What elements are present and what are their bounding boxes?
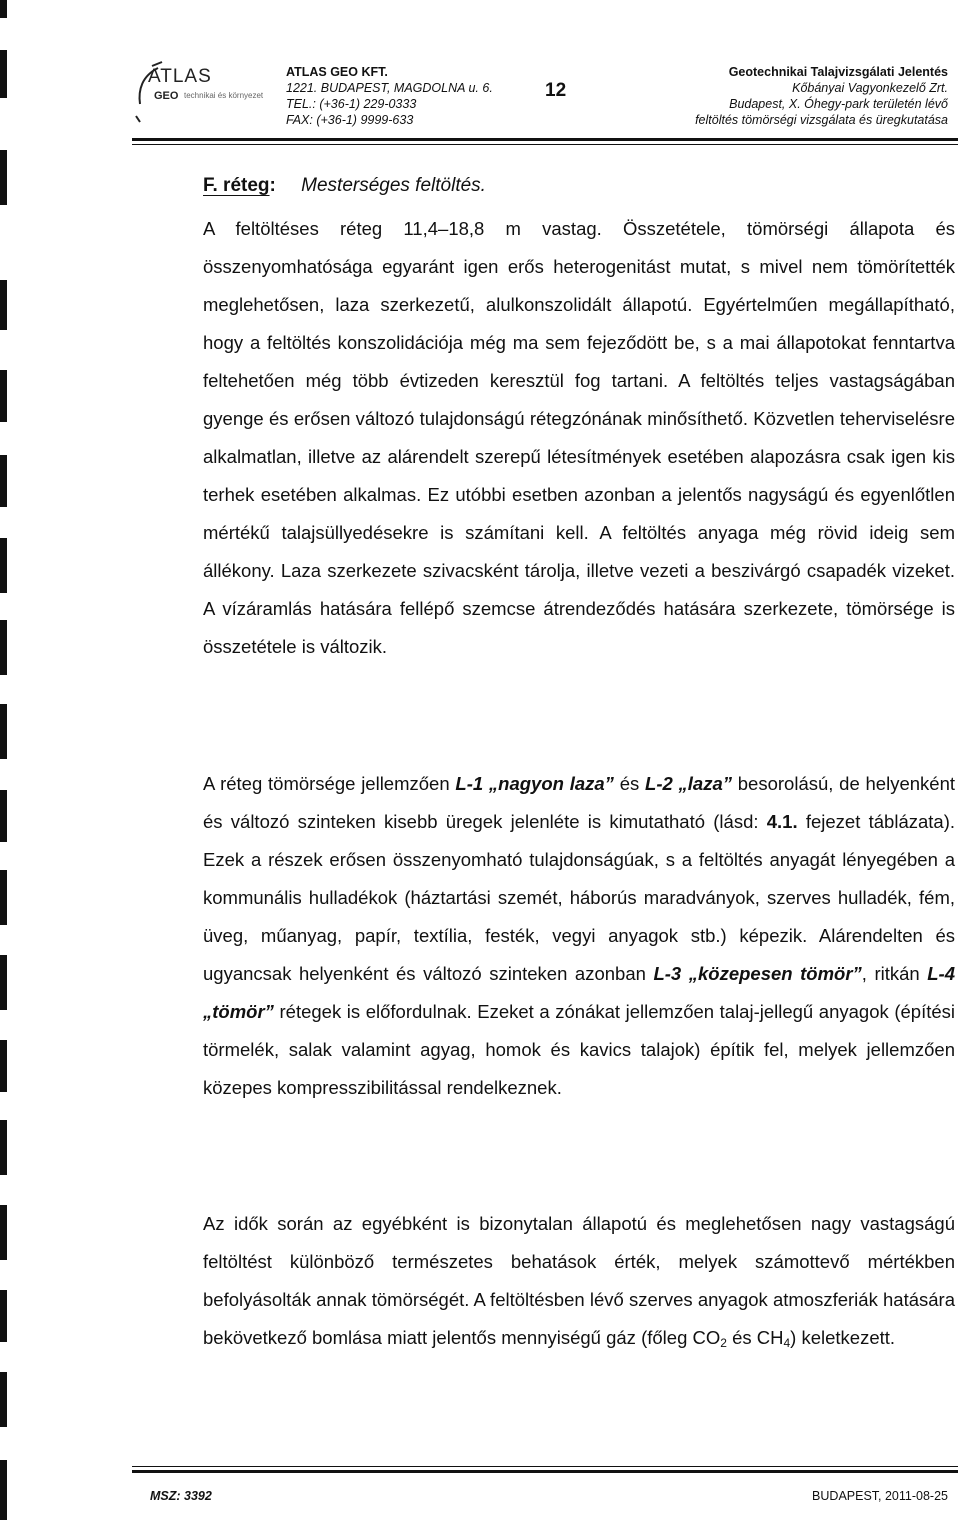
binding-mark <box>0 704 7 759</box>
logo-wordmark: ATLAS <box>148 66 212 87</box>
paragraph-text: Az idők során az egyébként is bizonytalan állapotú és meglehetősen nagy vastagságú feltöltést különböző természetes behatások érték, melyek számottevő mértékben befolyásolták annak tömörségét. A feltöltésben lévő szerves anyagok atmoszferiák hatására bekövetkező bomlása miatt jelentős mennyiségű gáz (főleg CO <box>203 1213 955 1348</box>
section-heading <box>203 175 486 197</box>
report-subject: feltöltés tömörségi vizsgálata és üregkutatása <box>695 113 948 127</box>
paragraph-2 <box>203 765 955 1107</box>
binding-mark <box>0 1040 7 1092</box>
section-title: Mesterséges feltöltés. <box>301 175 486 196</box>
header-rule-thin <box>132 144 958 145</box>
paragraph-text: A réteg tömörsége jellemzően <box>203 773 456 794</box>
logo-geo: GEO <box>154 90 179 102</box>
density-class-l1: L-1 „nagyon laza” <box>455 773 614 794</box>
chapter-reference: 4.1. <box>766 811 798 832</box>
binding-mark <box>0 790 7 842</box>
paragraph-text: A feltöltéses réteg 11,4–18,8 m vastag. Összetétele, tömörségi állapota és összenyomhatósága egyaránt igen erős heterogenitást mutat, s mivel nem tömörítették meglehetősen, laza szerkezetű, alulkonszolidált állapotú. Egyértelműen megállapítható, hogy a feltöltés konszolidációja még ma sem fejeződött be, s a mai állapotokat fenntartva feltehetően még több évtizeden keresztül fog tartani. A feltöltés teljes vastagságában gyenge és erősen változó tulajdonságú rétegzónának minősíthető. Közvetlen teherviselésre alkalmatlan, illetve az alárendelt szerepű létesítmények esetében alapozásra csak igen kis terhek esetében alkalmas. Ez utóbbi esetben azonban a jelentős nagyságú és egyenlőtlen mértékű talajsüllyedésekre is számítani kell. A feltöltés anyaga még rövid ideig sem állékony. Laza szerkezete szivacsként tárolja, illetve vezeti a beszivárgó csapadék vizeket. A vízáramlás hatására fellépő szemcse átrendeződés hatására szerkezete, tömörsége is összetétele is változik. <box>203 218 955 657</box>
binding-mark <box>0 955 7 1010</box>
section-colon: : <box>269 175 276 196</box>
paragraph-1 <box>203 210 955 666</box>
subscript: 2 <box>720 1336 727 1350</box>
binding-mark <box>0 280 7 330</box>
density-class-l3: L-3 „közepesen tömör” <box>653 963 862 984</box>
paragraph-text: , ritkán <box>861 963 928 984</box>
logo-tagline: technikai és környezet <box>184 91 264 100</box>
company-name: ATLAS GEO KFT. <box>286 65 388 79</box>
footer-place-date: BUDAPEST, 2011-08-25 <box>812 1489 948 1503</box>
report-title: Geotechnikai Talajvizsgálati Jelentés <box>728 65 948 79</box>
company-address: 1221. BUDAPEST, MAGDOLNA u. 6. <box>286 81 493 95</box>
footer-rule-thin <box>132 1466 958 1467</box>
binding-mark <box>0 455 7 507</box>
section-code: F. réteg <box>203 175 270 196</box>
company-tel: TEL.: (+36-1) 229-0333 <box>286 97 417 111</box>
binding-mark <box>0 1120 7 1175</box>
footer-rule <box>132 1470 958 1473</box>
binding-mark <box>0 1460 7 1520</box>
subscript: 4 <box>783 1336 791 1350</box>
report-location: Budapest, X. Óhegy-park területén lévő <box>729 97 948 111</box>
paragraph-text: és <box>613 773 646 794</box>
paragraph-text: rétegek is előfordulnak. Ezeket a zónákat jellemzően talaj-jellegű anyagok (építési törmelék, salak valamint agyag, homok és kavics talajok) építik fel, melyek jellemzően közepes kompresszibilitással rendelkeznek. <box>203 1001 955 1098</box>
page-number: 12 <box>545 80 567 101</box>
page-header <box>0 0 960 150</box>
binding-mark <box>0 150 7 205</box>
company-info <box>286 64 493 128</box>
binding-mark <box>0 1205 7 1260</box>
paragraph-text: besorolású, de helyenként és változó szinteken kisebb üregek jelenléte is kimutatható (lásd: <box>203 773 956 832</box>
paragraph-text: ) keletkezett. <box>790 1327 896 1348</box>
report-info <box>695 64 948 128</box>
paragraph-text: és CH <box>726 1327 784 1348</box>
company-fax: FAX: (+36-1) 9999-633 <box>286 113 414 127</box>
paragraph-text: fejezet táblázata). Ezek a részek erősen összenyomható tulajdonságúak, s a feltöltés anyagát lényegében a kommunális hulladékok (háztartási szemét, háborús maradványok, szerves hulladék, fém, üveg, műanyag, papír, textília, festék, vegyi anyagok stb.) képezik. Alárendelten és ugyancsak helyenként és változó szinteken azonban <box>203 811 955 984</box>
binding-mark <box>0 620 7 675</box>
binding-mark <box>0 370 7 422</box>
binding-mark <box>0 1290 7 1342</box>
report-client: Kőbányai Vagyonkezelő Zrt. <box>792 81 948 95</box>
binding-mark <box>0 870 7 925</box>
footer-standard: MSZ: 3392 <box>150 1489 212 1503</box>
company-logo <box>132 60 280 130</box>
header-rule <box>132 138 958 141</box>
paragraph-3 <box>203 1205 955 1357</box>
binding-mark <box>0 1372 7 1427</box>
binding-mark <box>0 538 7 593</box>
density-class-l2: L-2 „laza” <box>645 773 732 794</box>
density-class-l4: L-4 „tömör” <box>203 963 955 1022</box>
